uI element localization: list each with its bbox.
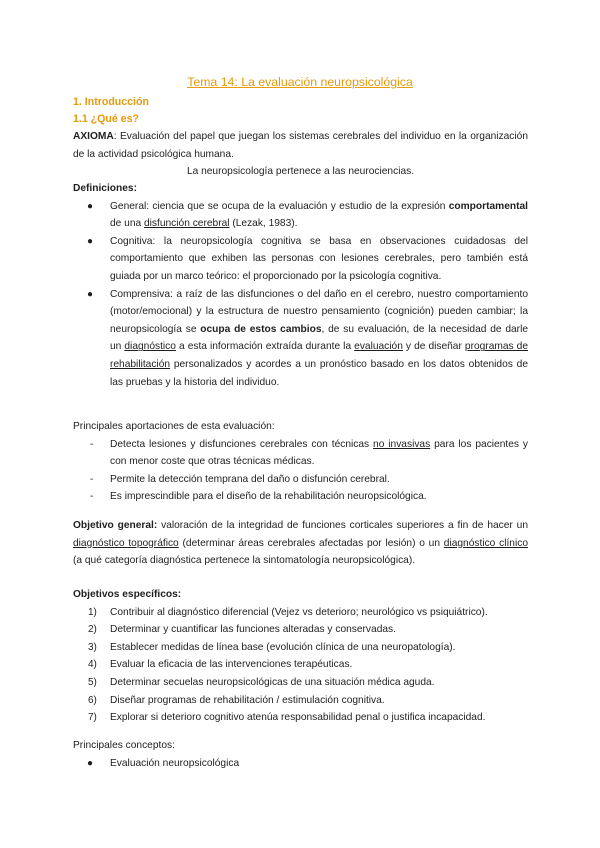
list-item: - Detecta lesiones y disfunciones cerebrales con técnicas no invasivas para los pacientes y con menor coste que otras técnicas médicas. [73, 436, 528, 471]
definiciones-block [73, 180, 528, 391]
objetivos-especificos-block [73, 586, 528, 727]
list-item: ● Comprensiva: a raíz de las disfunciones o del daño en el cerebro, nuestro comportamiento (motor/emocional) y la estructura de nuestro pensamiento (cognición) pueden cambiar; la neuropsicología se ocupa de estos cambios, de su evaluación, de la necesidad de darle un diagnóstico a esta información extraída durante la evaluación y de diseñar programas de rehabilitación personalizados y acordes a un pronóstico basado en los datos obtenidos de las pruebas y la historia del individuo. [73, 286, 528, 392]
list-item: 3) Establecer medidas de línea base (evolución clínica de una neuropatología). [88, 641, 456, 653]
list-item: 7) Explorar si deterioro cognitivo atenúa responsabilidad penal o justifica incapacidad. [88, 712, 486, 724]
bullet-icon: ● [87, 757, 94, 769]
bullet-icon: ● [87, 288, 94, 300]
objetivos-especificos-heading: Objetivos específicos: [73, 589, 182, 600]
section-heading-introduccion: 1. Introducción [73, 96, 149, 108]
list-item: ● General: ciencia que se ocupa de la evaluación y estudio de la expresión comportamental de una disfunción cerebral (Lezak, 1983). [73, 198, 528, 233]
list-item: 5) Determinar secuelas neuropsicológicas de una situación médica aguda. [88, 676, 435, 688]
dash-icon: - [90, 438, 94, 450]
bullet-icon: ● [87, 200, 94, 212]
objetivos-especificos-list [73, 604, 528, 727]
conceptos-block [73, 737, 528, 772]
conceptos-heading: Principales conceptos: [73, 740, 175, 751]
list-item: 6) Diseñar programas de rehabilitación / estimulación cognitiva. [88, 694, 385, 706]
axioma-centered-note: La neuropsicología pertenece a las neurociencias. [186, 166, 415, 178]
axioma-label: AXIOMA [73, 131, 114, 142]
definiciones-list [73, 198, 528, 392]
list-item: ● Evaluación neuropsicológica [73, 755, 528, 773]
conceptos-list [73, 755, 528, 773]
list-item: - Es imprescindible para el diseño de la rehabilitación neuropsicológica. [73, 488, 528, 506]
list-item: 1) Contribuir al diagnóstico diferencial (Vejez vs deterioro; neurológico vs psiquiátrico). [88, 606, 488, 618]
list-item: 2) Determinar y cuantificar las funciones alteradas y conservadas. [88, 624, 396, 636]
list-item: 4) Evaluar la eficacia de las intervenciones terapéuticas. [88, 659, 353, 671]
list-item: - Permite la detección temprana del daño o disfunción cerebral. [73, 471, 528, 489]
axioma-text: : Evaluación del papel que juegan los sistemas cerebrales del individuo en la organización de la actividad psicológica humana. [73, 131, 528, 160]
definiciones-heading: Definiciones: [73, 183, 137, 194]
aportaciones-heading: Principales aportaciones de esta evaluación: [73, 421, 275, 432]
aportaciones-block [73, 418, 528, 506]
list-item: ● Cognitiva: la neuropsicología cognitiva se basa en observaciones cuidadosas del comportamiento que exhiben las personas con lesiones cerebrales, pero también está guiada por un marco teórico: el proporcionado por la psicología cognitiva. [73, 233, 528, 286]
subsection-heading-que-es: 1.1 ¿Qué es? [73, 113, 139, 125]
axioma-paragraph [73, 128, 528, 163]
bullet-icon: ● [87, 235, 94, 247]
axioma-block [73, 128, 528, 181]
dash-icon: - [90, 473, 94, 485]
document-title: Tema 14: La evaluación neuropsicológica [187, 75, 413, 89]
dash-icon: - [90, 491, 94, 503]
aportaciones-list [73, 436, 528, 506]
objetivo-general-paragraph: Objetivo general: valoración de la integridad de funciones corticales superiores a fin de hacer un diagnóstico topográfico (determinar áreas cerebrales afectadas por lesión) o un diagnóstico clínico (a qué categoría diagnóstica pertenece la sintomatología neuropsicológica). [73, 520, 528, 567]
objetivo-general-block [73, 517, 528, 570]
